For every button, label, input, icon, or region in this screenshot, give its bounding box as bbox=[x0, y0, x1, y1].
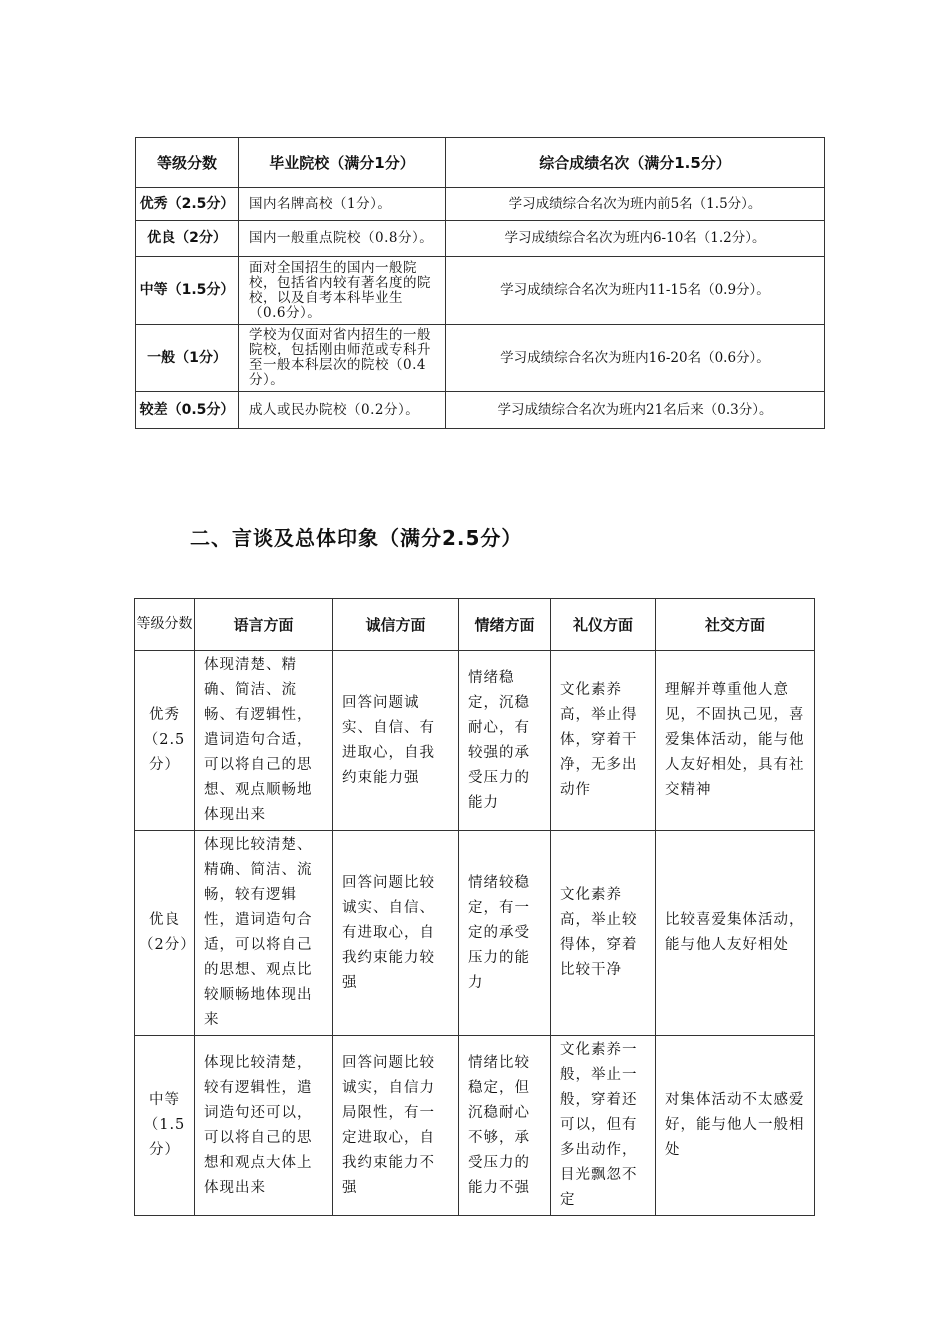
header-rank: 综合成绩名次（满分1.5分） bbox=[446, 138, 825, 188]
grade-cell: 优秀（2.5分） bbox=[135, 651, 195, 831]
table-row bbox=[135, 831, 815, 1036]
rank-cell: 学习成绩综合名次为班内6-10名（1.2分）。 bbox=[446, 221, 825, 257]
rank-cell: 学习成绩综合名次为班内21名后来（0.3分）。 bbox=[446, 392, 825, 429]
language-cell: 体现清楚、精确、简洁、流畅、有逻辑性，遣词造句合适，可以将自己的思想、观点顺畅地体现出来 bbox=[195, 651, 333, 831]
school-cell: 学校为仅面对省内招生的一般院校，包括刚由师范或专科升至一般本科层次的院校（0.4分）。 bbox=[239, 325, 446, 392]
table-row bbox=[136, 325, 825, 392]
header-etiquette: 礼仪方面 bbox=[551, 599, 656, 651]
header-grade: 等级分数 bbox=[136, 138, 239, 188]
table-row bbox=[136, 257, 825, 325]
grade-cell: 中等（1.5分） bbox=[135, 1036, 195, 1216]
header-language: 语言方面 bbox=[195, 599, 333, 651]
table-row bbox=[135, 651, 815, 831]
table-row bbox=[136, 188, 825, 221]
social-cell: 理解并尊重他人意见，不固执己见，喜爱集体活动，能与他人友好相处，具有社交精神 bbox=[656, 651, 815, 831]
school-cell: 国内一般重点院校（0.8分）。 bbox=[239, 221, 446, 257]
grade-cell: 优良（2分） bbox=[136, 221, 239, 257]
school-cell: 国内名牌高校（1分）。 bbox=[239, 188, 446, 221]
table-row bbox=[135, 1036, 815, 1216]
integrity-cell: 回答问题比较诚实、自信、有进取心，自我约束能力较强 bbox=[333, 831, 459, 1036]
etiquette-cell: 文化素养高，举止得体，穿着干净，无多出动作 bbox=[551, 651, 656, 831]
grade-cell: 较差（0.5分） bbox=[136, 392, 239, 429]
language-cell: 体现比较清楚，较有逻辑性，遣词造句还可以，可以将自己的思想和观点大体上体现出来 bbox=[195, 1036, 333, 1216]
header-school: 毕业院校（满分1分） bbox=[239, 138, 446, 188]
emotion-cell: 情绪较稳定，有一定的承受压力的能力 bbox=[459, 831, 551, 1036]
integrity-cell: 回答问题诚实、自信、有进取心，自我约束能力强 bbox=[333, 651, 459, 831]
graduation-score-table bbox=[135, 137, 825, 429]
integrity-cell: 回答问题比较诚实，自信力局限性，有一定进取心，自我约束能力不强 bbox=[333, 1036, 459, 1216]
table-row bbox=[136, 221, 825, 257]
rank-cell: 学习成绩综合名次为班内11-15名（0.9分）。 bbox=[446, 257, 825, 325]
grade-cell: 优良（2分） bbox=[135, 831, 195, 1036]
header-integrity: 诚信方面 bbox=[333, 599, 459, 651]
impression-score-table bbox=[134, 598, 815, 1216]
table-header-row bbox=[135, 599, 815, 651]
school-cell: 成人或民办院校（0.2分）。 bbox=[239, 392, 446, 429]
language-cell: 体现比较清楚、精确、简洁、流畅，较有逻辑性，遣词造句合适，可以将自己的思想、观点比较顺畅地体现出来 bbox=[195, 831, 333, 1036]
school-cell: 面对全国招生的国内一般院校，包括省内较有著名度的院校，以及自考本科毕业生（0.6分）。 bbox=[239, 257, 446, 325]
header-emotion: 情绪方面 bbox=[459, 599, 551, 651]
table-header-row bbox=[136, 138, 825, 188]
etiquette-cell: 文化素养高，举止较得体，穿着比较干净 bbox=[551, 831, 656, 1036]
header-grade: 等级分数 bbox=[135, 599, 195, 651]
table-row bbox=[136, 392, 825, 429]
grade-cell: 中等（1.5分） bbox=[136, 257, 239, 325]
social-cell: 对集体活动不太感爱好，能与他人一般相处 bbox=[656, 1036, 815, 1216]
emotion-cell: 情绪稳定，沉稳耐心，有较强的承受压力的能力 bbox=[459, 651, 551, 831]
header-social: 社交方面 bbox=[656, 599, 815, 651]
section-heading: 二、言谈及总体印象（满分2.5分） bbox=[190, 526, 523, 550]
etiquette-cell: 文化素养一般，举止一般，穿着还可以，但有多出动作，目光飘忽不定 bbox=[551, 1036, 656, 1216]
rank-cell: 学习成绩综合名次为班内16-20名（0.6分）。 bbox=[446, 325, 825, 392]
grade-cell: 优秀（2.5分） bbox=[136, 188, 239, 221]
social-cell: 比较喜爱集体活动，能与他人友好相处 bbox=[656, 831, 815, 1036]
emotion-cell: 情绪比较稳定，但沉稳耐心不够，承受压力的能力不强 bbox=[459, 1036, 551, 1216]
rank-cell: 学习成绩综合名次为班内前5名（1.5分）。 bbox=[446, 188, 825, 221]
grade-cell: 一般（1分） bbox=[136, 325, 239, 392]
